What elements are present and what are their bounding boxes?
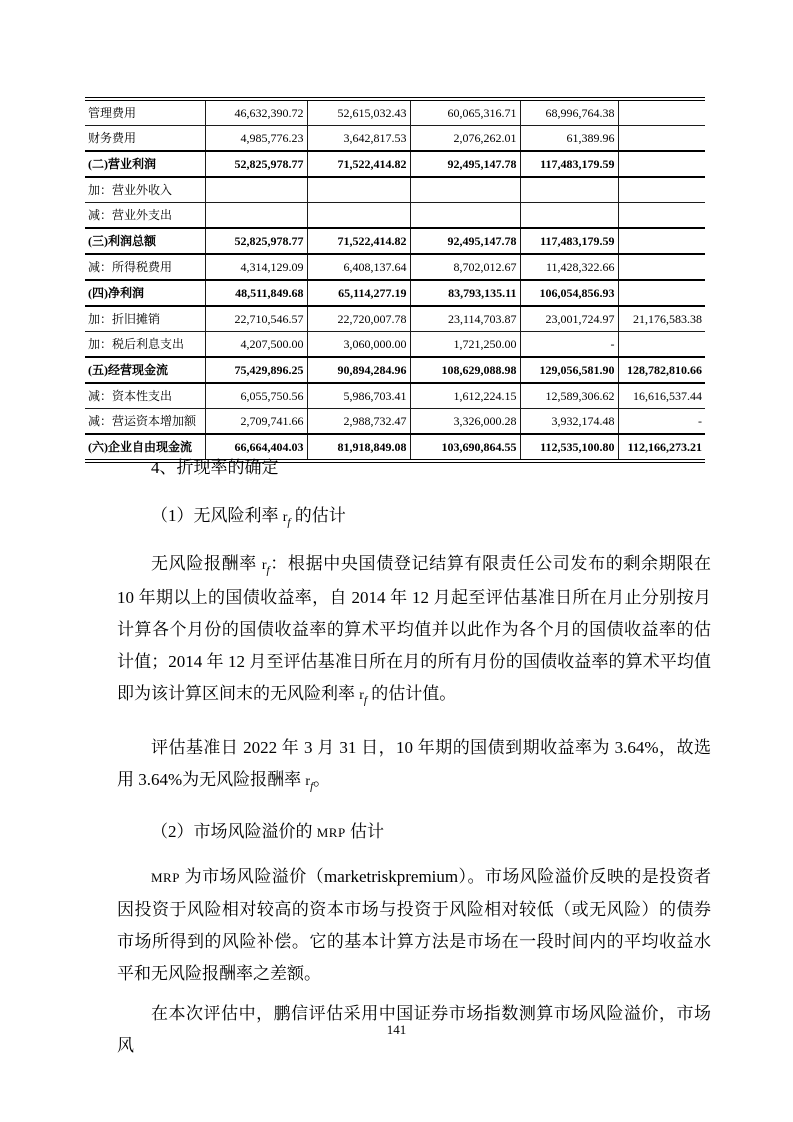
paragraph-text: 在本次评估中，鹏信评估采用中国证券市场指数测算市场风险溢价，市场风 <box>117 1004 711 1055</box>
cell-value: 3,642,817.53 <box>307 126 410 152</box>
cell-value <box>618 228 705 254</box>
cell-value: 12,589,306.62 <box>520 383 618 409</box>
paragraph-text: ：根据中央国债登记结算有限责任公司发布的剩余期限在 10 年期以上的国债收益率，自 2014 年 12 月起至评估基准日所在月止分别按月计算各个月份的国债收益率的算术平均值并以此作为各个月的国债收益率的估计值；2014 年 12 月至评估基准日所在月的所有月份的国债收益率的算术平均值即为该计算区间末的无风险利率 <box>117 554 712 703</box>
row-label: (四)净利润 <box>85 280 205 306</box>
heading-text-pre: （2）市场风险溢价的 <box>151 822 317 841</box>
cell-value: 61,389.96 <box>520 126 618 152</box>
cell-value: 4,314,129.09 <box>205 254 307 280</box>
cell-value: 2,988,732.47 <box>307 409 410 435</box>
cell-value: 22,710,546.57 <box>205 306 307 332</box>
heading-text-post: 的估计 <box>290 506 346 525</box>
mrp-abbr: MRP <box>151 870 180 885</box>
paragraph-text: 无风险报酬率 <box>151 554 262 573</box>
page-number: 141 <box>386 1022 407 1037</box>
fcf-table-body <box>85 99 705 461</box>
heading-text-pre: （1）无风险利率 <box>151 506 283 525</box>
subscript-f: f <box>266 564 270 577</box>
table-row <box>85 151 705 177</box>
paragraph-text: 的估计值。 <box>366 684 457 703</box>
paragraph-text: 评估基准日 2022 年 3 月 31 日，10 年期的国债到期收益率为 3.64%，故选用 3.64%为无风险报酬率 <box>117 738 711 789</box>
cell-value <box>618 126 705 152</box>
cell-value: 48,511,849.68 <box>205 280 307 306</box>
section-heading-discount-rate <box>117 452 711 484</box>
cell-value <box>618 99 705 126</box>
subscript-f: f <box>287 516 291 529</box>
paragraph-risk-free-value <box>117 732 711 798</box>
row-label: (三)利润总额 <box>85 228 205 254</box>
row-label: 加：税后利息支出 <box>85 332 205 358</box>
cell-value: 112,166,273.21 <box>618 434 705 461</box>
cell-value: 117,483,179.59 <box>520 228 618 254</box>
cell-value: 129,056,581.90 <box>520 357 618 383</box>
cell-value: 68,996,764.38 <box>520 99 618 126</box>
cell-value: 90,894,284.96 <box>307 357 410 383</box>
r-symbol: r <box>305 774 311 789</box>
row-label: 管理费用 <box>85 99 205 126</box>
paragraph-text: 为市场风险溢价（marketriskpremium）。市场风险溢价反映的是投资者因投资于风险相对较高的资本市场与投资于风险相对较低（或无风险）的债券市场所得到的风险补偿。它的基本计算方法是市场在一段时间内的平均收益水平和无风险报酬率之差额。 <box>117 867 711 983</box>
cell-value: 81,918,849.08 <box>307 434 410 461</box>
table-row <box>85 280 705 306</box>
cell-value: 6,055,750.56 <box>205 383 307 409</box>
table-row <box>85 177 705 203</box>
table-row <box>85 99 705 126</box>
cell-value: 4,985,776.23 <box>205 126 307 152</box>
row-label: (六)企业自由现金流 <box>85 434 205 461</box>
cell-value <box>618 203 705 229</box>
cell-value: 1,612,224.15 <box>410 383 520 409</box>
cell-value: 6,408,137.64 <box>307 254 410 280</box>
section-heading-text: 4、折现率的确定 <box>151 458 279 477</box>
free-cash-flow-table <box>85 97 705 463</box>
r-symbol: r <box>261 558 267 573</box>
subsection-heading-risk-free-rate <box>117 500 711 534</box>
cell-value: 60,065,316.71 <box>410 99 520 126</box>
cell-value: 21,176,583.38 <box>618 306 705 332</box>
r-symbol: r <box>282 510 288 525</box>
cell-value: 23,001,724.97 <box>520 306 618 332</box>
cell-value: 103,690,864.55 <box>410 434 520 461</box>
table-row <box>85 357 705 383</box>
cell-value <box>205 203 307 229</box>
heading-text-post: 估计 <box>345 822 384 841</box>
cell-value: 108,629,088.98 <box>410 357 520 383</box>
cell-value <box>618 332 705 358</box>
mrp-abbr: MRP <box>316 825 346 840</box>
cell-value: 112,535,100.80 <box>520 434 618 461</box>
cell-value <box>307 177 410 203</box>
cell-value: 16,616,537.44 <box>618 383 705 409</box>
cell-value: 2,709,741.66 <box>205 409 307 435</box>
paragraph-risk-free-method <box>117 548 711 712</box>
table-row <box>85 203 705 229</box>
cell-value: 71,522,414.82 <box>307 151 410 177</box>
cell-value: 3,060,000.00 <box>307 332 410 358</box>
cell-value: - <box>520 332 618 358</box>
table-row <box>85 383 705 409</box>
text-column <box>117 452 711 1062</box>
cell-value: 8,702,012.67 <box>410 254 520 280</box>
row-label: 减：营运资本增加额 <box>85 409 205 435</box>
cell-value: 52,825,978.77 <box>205 151 307 177</box>
paragraph-text: 。 <box>313 770 331 789</box>
subscript-f: f <box>310 780 314 793</box>
cell-value: 83,793,135.11 <box>410 280 520 306</box>
row-label: 加：营业外收入 <box>85 177 205 203</box>
cell-value: 117,483,179.59 <box>520 151 618 177</box>
cell-value: 92,495,147.78 <box>410 228 520 254</box>
cell-value: - <box>618 409 705 435</box>
cell-value: 11,428,322.66 <box>520 254 618 280</box>
cell-value <box>520 177 618 203</box>
cell-value: 23,114,703.87 <box>410 306 520 332</box>
table-row <box>85 228 705 254</box>
cell-value: 106,054,856.93 <box>520 280 618 306</box>
row-label: 财务费用 <box>85 126 205 152</box>
cell-value: 128,782,810.66 <box>618 357 705 383</box>
subsection-heading-mrp <box>117 816 711 849</box>
cell-value: 52,825,978.77 <box>205 228 307 254</box>
cell-value: 65,114,277.19 <box>307 280 410 306</box>
cell-value: 22,720,007.78 <box>307 306 410 332</box>
paragraph-mrp-definition <box>117 861 711 990</box>
cell-value: 46,632,390.72 <box>205 99 307 126</box>
table-row <box>85 254 705 280</box>
cell-value <box>410 203 520 229</box>
cell-value: 66,664,404.03 <box>205 434 307 461</box>
row-label: 加：折旧摊销 <box>85 306 205 332</box>
cell-value <box>618 151 705 177</box>
table-row <box>85 126 705 152</box>
row-label: 减：营业外支出 <box>85 203 205 229</box>
cell-value: 3,326,000.28 <box>410 409 520 435</box>
row-label: 减：资本性支出 <box>85 383 205 409</box>
cell-value: 71,522,414.82 <box>307 228 410 254</box>
cell-value <box>307 203 410 229</box>
cell-value <box>205 177 307 203</box>
table-row <box>85 409 705 435</box>
subscript-f: f <box>363 694 367 707</box>
row-label: (二)营业利润 <box>85 151 205 177</box>
r-symbol: r <box>359 688 364 703</box>
cell-value <box>618 254 705 280</box>
row-label: 减：所得税费用 <box>85 254 205 280</box>
cell-value: 2,076,262.01 <box>410 126 520 152</box>
cell-value <box>618 177 705 203</box>
cell-value <box>520 203 618 229</box>
row-label: (五)经营现金流 <box>85 357 205 383</box>
cell-value: 75,429,896.25 <box>205 357 307 383</box>
table-row <box>85 306 705 332</box>
cell-value: 92,495,147.78 <box>410 151 520 177</box>
cell-value: 1,721,250.00 <box>410 332 520 358</box>
cell-value <box>618 280 705 306</box>
cell-value: 52,615,032.43 <box>307 99 410 126</box>
table-row <box>85 332 705 358</box>
cell-value: 3,932,174.48 <box>520 409 618 435</box>
cell-value: 4,207,500.00 <box>205 332 307 358</box>
cell-value <box>410 177 520 203</box>
cell-value: 5,986,703.41 <box>307 383 410 409</box>
